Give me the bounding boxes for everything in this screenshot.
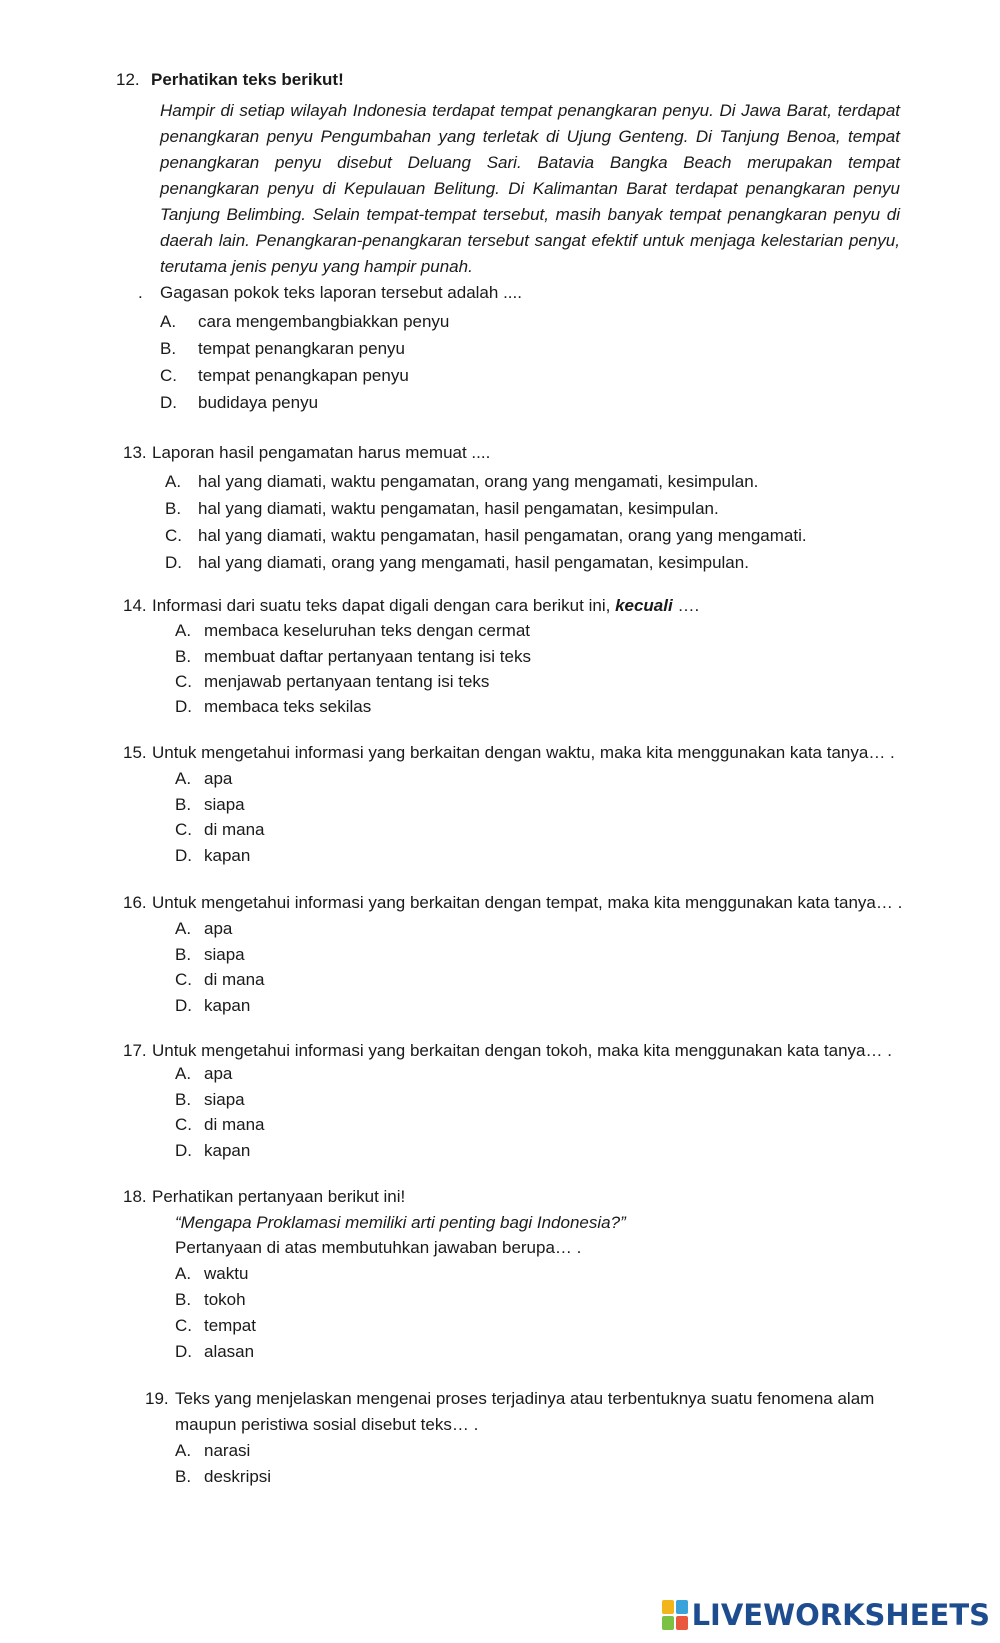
q19-option-a-letter: A.: [175, 1441, 192, 1460]
q19-question-line1: Teks yang menjelaskan mengenai proses terjadinya atau terbentuknya suatu fenomena alam: [175, 1389, 875, 1408]
q16-option-a-letter: A.: [175, 919, 192, 938]
q18-option-a-letter: A.: [175, 1264, 192, 1283]
q16-option-b-letter: B.: [175, 945, 192, 964]
q12-passage-text: Hampir di setiap wilayah Indonesia terdapat tempat penangkaran penyu. Di Jawa Barat, terdapat penangkaran penyu Pengumbahan yang terletak di Ujung Genteng. Di Tanjung Benoa, tempat penangkaran penyu disebut Deluang Sari. Batavia Bangka Beach merupakan tempat penangkaran penyu di Kepulauan Belitung. Di Kalimantan Barat terdapat penangkaran penyu Tanjung Belimbing. Selain tempat-tempat tersebut, masih banyak tempat penangkaran penyu di daerah lain. Penangkaran-penangkaran tersebut sangat efektif untuk menjaga kelestarian penyu, terutama jenis penyu yang hampir punah.: [160, 101, 900, 276]
q13-question: Laporan hasil pengamatan harus memuat ....: [152, 443, 491, 462]
q13-option-c-letter: C.: [165, 526, 182, 545]
q16-option-b-text: siapa: [204, 945, 245, 964]
q14-question-before: Informasi dari suatu teks dapat digali dengan cara berikut ini,: [152, 596, 611, 615]
q15-number: 15.: [123, 743, 147, 762]
q16-option-c-text: di mana: [204, 970, 265, 989]
q16-option-d-text: kapan: [204, 996, 251, 1015]
q15-option-b-letter: B.: [175, 795, 192, 814]
q12-option-b-letter: B.: [160, 339, 177, 358]
q15-option-a-text: apa: [204, 769, 233, 788]
q14-option-c-text: menjawab pertanyaan tentang isi teks: [204, 672, 490, 691]
q14-question-emphasis: kecuali: [615, 596, 673, 615]
q13-option-d-letter: D.: [165, 553, 182, 572]
q17-option-c-letter: C.: [175, 1115, 192, 1134]
q17-question: Untuk mengetahui informasi yang berkaitan dengan tokoh, maka kita menggunakan kata tanya… .: [152, 1041, 892, 1060]
q14-option-d-text: membaca teks sekilas: [204, 697, 372, 716]
q18-option-b-text: tokoh: [204, 1290, 246, 1309]
q15-question: Untuk mengetahui informasi yang berkaitan dengan waktu, maka kita menggunakan kata tanya… .: [152, 743, 895, 762]
q17-option-b-letter: B.: [175, 1090, 192, 1109]
liveworksheets-logo[interactable]: [662, 1595, 990, 1635]
q17-option-a-letter: A.: [175, 1064, 192, 1083]
q18-question: Perhatikan pertanyaan berikut ini!: [152, 1187, 406, 1206]
q17-option-c-text: di mana: [204, 1115, 265, 1134]
q16-option-c-letter: C.: [175, 970, 192, 989]
q12-title: Perhatikan teks berikut!: [151, 70, 344, 89]
q19-option-b-letter: B.: [175, 1467, 192, 1486]
q12-question: Gagasan pokok teks laporan tersebut adalah ....: [160, 283, 522, 302]
q14-question-after: ….: [677, 596, 700, 615]
q12-option-a-text: cara mengembangbiakkan penyu: [198, 312, 450, 331]
q15-option-b-text: siapa: [204, 795, 245, 814]
q18-option-d-letter: D.: [175, 1342, 192, 1361]
q12-question-prefix: .: [138, 283, 143, 302]
q14-number: 14.: [123, 596, 147, 615]
q14-option-a-letter: A.: [175, 621, 192, 640]
q18-option-c-text: tempat: [204, 1316, 256, 1335]
q15-option-a-letter: A.: [175, 769, 192, 788]
q18-option-d-text: alasan: [204, 1342, 255, 1361]
q13-option-b-text: hal yang diamati, waktu pengamatan, hasil pengamatan, kesimpulan.: [198, 499, 719, 518]
q16-option-a-text: apa: [204, 919, 233, 938]
q12-option-a-letter: A.: [160, 312, 177, 331]
logo-square: [662, 1616, 674, 1630]
q17-option-b-text: siapa: [204, 1090, 245, 1109]
q13-option-b-letter: B.: [165, 499, 182, 518]
q18-followup: Pertanyaan di atas membutuhkan jawaban berupa… .: [175, 1238, 582, 1257]
logo-square: [676, 1616, 688, 1630]
q13-option-d-text: hal yang diamati, orang yang mengamati, hasil pengamatan, kesimpulan.: [198, 553, 749, 572]
q14-option-c-letter: C.: [175, 672, 192, 691]
q18-number: 18.: [123, 1187, 147, 1206]
q14-option-a-text: membaca keseluruhan teks dengan cermat: [204, 621, 531, 640]
q15-option-c-letter: C.: [175, 820, 192, 839]
q13-option-a-letter: A.: [165, 472, 182, 491]
logo-square: [676, 1600, 688, 1614]
liveworksheets-logo-icon: [662, 1600, 688, 1630]
liveworksheets-logo-text: LIVEWORKSHEETS: [691, 1598, 990, 1632]
q19-question-line2: maupun peristiwa sosial disebut teks… .: [175, 1415, 479, 1434]
q18-quote: “Mengapa Proklamasi memiliki arti penting bagi Indonesia?”: [175, 1213, 626, 1232]
q19-option-b-text: deskripsi: [204, 1467, 272, 1486]
q18-option-c-letter: C.: [175, 1316, 192, 1335]
q12-option-c-letter: C.: [160, 366, 177, 385]
q16-number: 16.: [123, 893, 147, 912]
q12-option-b-text: tempat penangkaran penyu: [198, 339, 405, 358]
q17-option-d-letter: D.: [175, 1141, 192, 1160]
q17-option-d-text: kapan: [204, 1141, 251, 1160]
q17-option-a-text: apa: [204, 1064, 233, 1083]
q15-option-d-text: kapan: [204, 846, 251, 865]
q16-option-d-letter: D.: [175, 996, 192, 1015]
q18-option-b-letter: B.: [175, 1290, 192, 1309]
q18-option-a-text: waktu: [204, 1264, 249, 1283]
q14-option-d-letter: D.: [175, 697, 192, 716]
q12-option-c-text: tempat penangkapan penyu: [198, 366, 409, 385]
q13-number: 13.: [123, 443, 147, 462]
q14-option-b-letter: B.: [175, 647, 192, 666]
q12-passage: [160, 98, 900, 280]
q12-option-d-text: budidaya penyu: [198, 393, 319, 412]
logo-square: [662, 1600, 674, 1614]
q14-option-b-text: membuat daftar pertanyaan tentang isi teks: [204, 647, 531, 666]
q14-question: [152, 596, 699, 616]
q12-option-d-letter: D.: [160, 393, 177, 412]
q15-option-c-text: di mana: [204, 820, 265, 839]
q19-number: 19.: [145, 1389, 169, 1408]
q17-number: 17.: [123, 1041, 147, 1060]
q13-option-c-text: hal yang diamati, waktu pengamatan, hasil pengamatan, orang yang mengamati.: [198, 526, 807, 545]
q16-question: Untuk mengetahui informasi yang berkaitan dengan tempat, maka kita menggunakan kata tanya… .: [152, 893, 903, 912]
q19-option-a-text: narasi: [204, 1441, 251, 1460]
q15-option-d-letter: D.: [175, 846, 192, 865]
q13-option-a-text: hal yang diamati, waktu pengamatan, orang yang mengamati, kesimpulan.: [198, 472, 759, 491]
q12-number: 12.: [116, 70, 140, 89]
